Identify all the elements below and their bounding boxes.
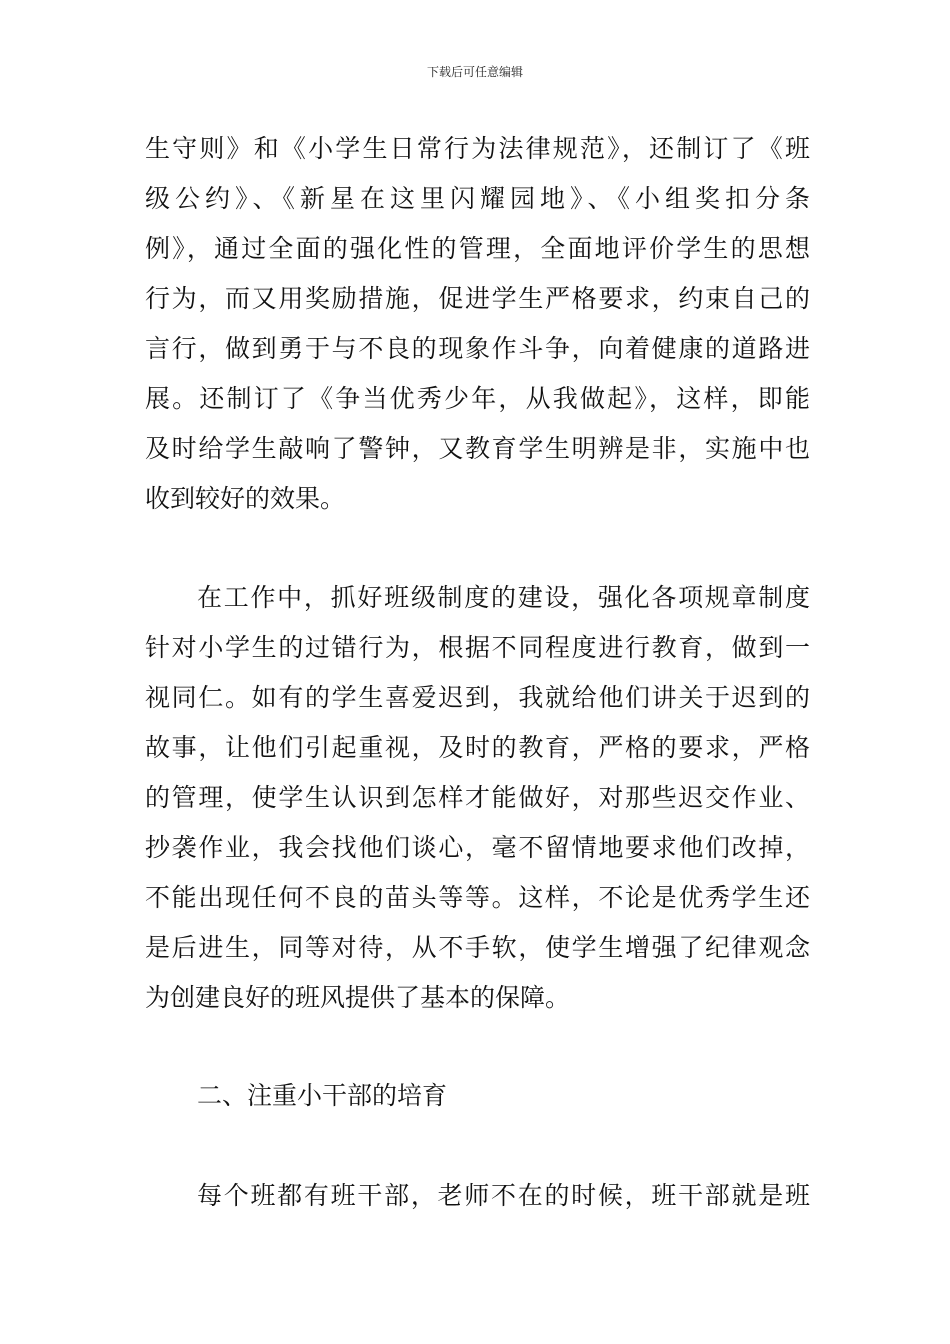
paragraph-line: 视同仁。如有的学生喜爱迟到，我就给他们讲关于迟到的 — [145, 683, 810, 712]
paragraph-line: 为创建良好的班风提供了基本的保障。 — [145, 983, 571, 1012]
paragraph-line: 在工作中，抓好班级制度的建设，强化各项规章制度 — [197, 583, 810, 612]
paragraph-line: 是后进生，同等对待，从不手软，使学生增强了纪律观念 — [145, 933, 810, 962]
paragraph-line: 故事，让他们引起重视，及时的教育，严格的要求，严格 — [145, 733, 810, 762]
paragraph-line: 例》，通过全面的强化性的管理，全面地评价学生的思想 — [145, 234, 810, 263]
paragraph-line: 不能出现任何不良的苗头等等。这样，不论是优秀学生还 — [145, 883, 810, 912]
paragraph-line: 生守则》和《小学生日常行为法律规范》，还制订了《班 — [145, 134, 810, 163]
section-heading — [145, 1071, 810, 1121]
paragraph-line: 针对小学生的过错行为，根据不同程度进行教育，做到一 — [145, 633, 810, 662]
paragraph-2 — [145, 573, 810, 1023]
paragraph-line: 级公约》、《新星在这里闪耀园地》、《小组奖扣分条 — [145, 184, 810, 213]
paragraph-line: 每个班都有班干部，老师不在的时候，班干部就是班 — [197, 1181, 810, 1210]
section-heading-text: 二、注重小干部的培育 — [197, 1081, 448, 1110]
paragraph-line: 行为，而又用奖励措施，促进学生严格要求，约束自己的 — [145, 284, 810, 313]
paragraph-3 — [145, 1171, 810, 1221]
paragraph-line: 言行，做到勇于与不良的现象作斗争，向着健康的道路进 — [145, 334, 810, 363]
paragraph-line: 收到较好的效果。 — [145, 484, 346, 513]
paragraph-1 — [145, 124, 810, 524]
paragraph-line: 及时给学生敲响了警钟，又教育学生明辨是非，实施中也 — [145, 434, 810, 463]
paragraph-line: 展。还制订了《争当优秀少年，从我做起》，这样，即能 — [145, 384, 810, 413]
paragraph-line: 的管理，使学生认识到怎样才能做好，对那些迟交作业、 — [145, 783, 810, 812]
page-header: 下载后可任意编辑 — [426, 65, 523, 79]
paragraph-line: 抄袭作业，我会找他们谈心，毫不留情地要求他们改掉， — [145, 833, 810, 862]
